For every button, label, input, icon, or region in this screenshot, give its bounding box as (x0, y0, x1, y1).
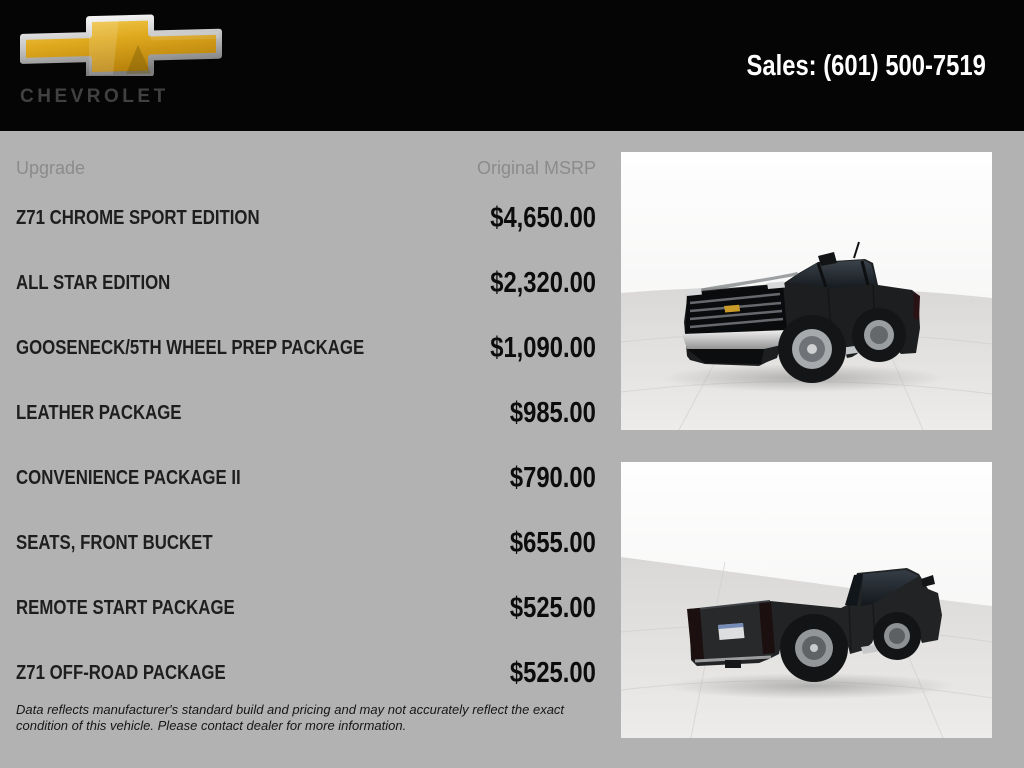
table-row (16, 641, 596, 706)
upgrade-price: $2,320.00 (490, 267, 596, 299)
sales-phone-text: Sales: (601) 500-7519 (746, 50, 986, 82)
upgrade-price: $525.00 (510, 592, 596, 624)
chevrolet-bowtie-icon (18, 14, 224, 76)
upgrade-price: $525.00 (510, 657, 596, 689)
brand-block (18, 14, 238, 108)
truck-rear-illustration (621, 462, 992, 738)
vehicle-photo-rear (621, 462, 992, 738)
upgrade-price: $790.00 (510, 462, 596, 494)
header-bar (0, 0, 1024, 131)
upgrade-price: $1,090.00 (490, 332, 596, 364)
table-row (16, 186, 596, 251)
table-row (16, 446, 596, 511)
upgrade-price: $985.00 (510, 397, 596, 429)
upgrade-label: REMOTE START PACKAGE (16, 597, 235, 619)
disclaimer-text: Data reflects manufacturer's standard build and pricing and may not accurately reflect the exact condition of this vehicle. Please contact dealer for more information. (16, 702, 565, 733)
upgrade-label: LEATHER PACKAGE (16, 402, 182, 424)
sales-phone-link[interactable] (694, 50, 986, 83)
table-header-row (16, 150, 596, 186)
table-row (16, 251, 596, 316)
table-row (16, 511, 596, 576)
column-header-upgrade: Upgrade (16, 157, 86, 178)
upgrade-label: CONVENIENCE PACKAGE II (16, 467, 241, 489)
upgrade-label: SEATS, FRONT BUCKET (16, 532, 213, 554)
upgrade-label: Z71 OFF-ROAD PACKAGE (16, 662, 226, 684)
upgrade-price: $4,650.00 (490, 202, 596, 234)
upgrade-label: Z71 CHROME SPORT EDITION (16, 207, 260, 229)
upgrade-label: ALL STAR EDITION (16, 272, 171, 294)
truck-front-illustration (621, 152, 992, 430)
table-row (16, 381, 596, 446)
table-row (16, 576, 596, 641)
column-header-msrp: Original MSRP (476, 157, 596, 178)
upgrade-label: GOOSENECK/5TH WHEEL PREP PACKAGE (16, 337, 365, 359)
upgrades-table (16, 131, 596, 706)
chevrolet-wordmark: CHEVROLET (20, 86, 169, 107)
vehicle-photo-front (621, 152, 992, 430)
upgrade-price: $655.00 (510, 527, 596, 559)
table-row (16, 316, 596, 381)
